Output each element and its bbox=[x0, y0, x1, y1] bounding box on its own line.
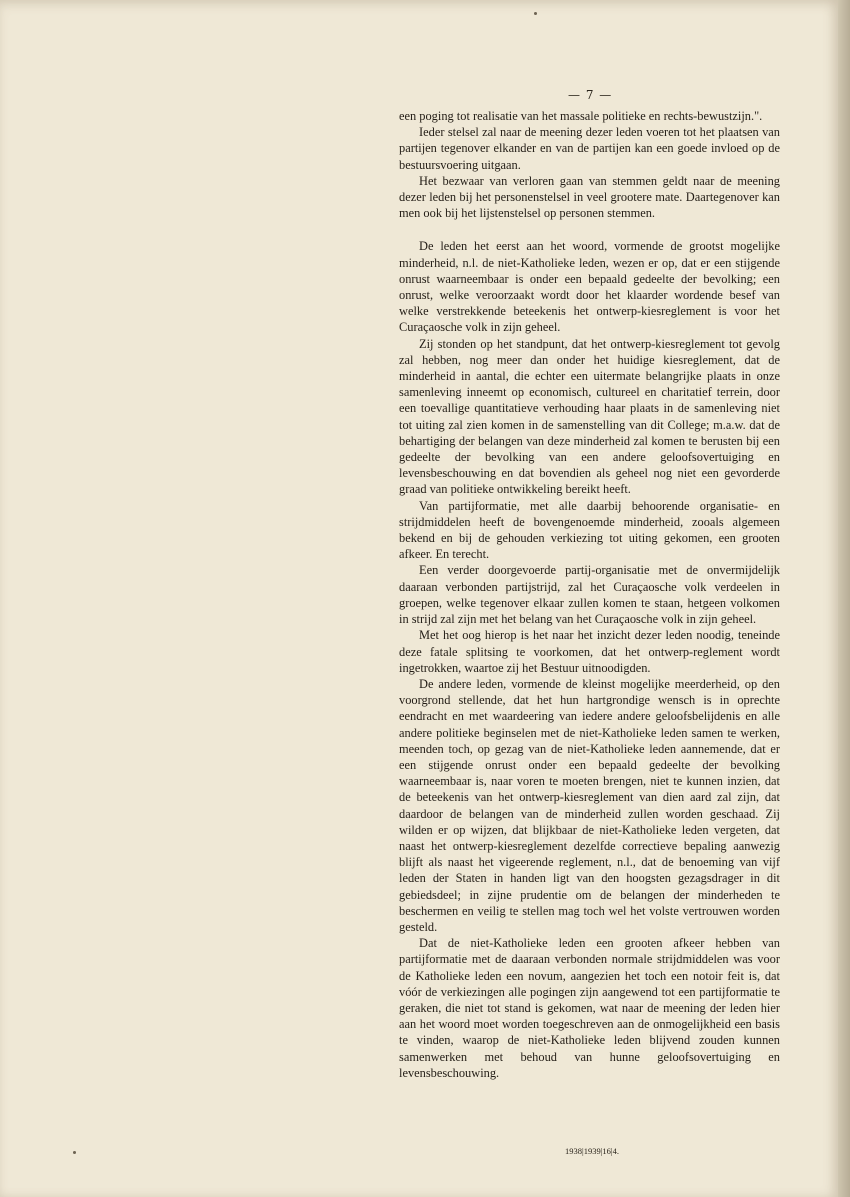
paper-speck bbox=[534, 12, 537, 15]
paragraph: Ieder stelsel zal naar de meening dezer leden voeren tot het plaatsen van partijen tegenover elkander en van de partijen kan een goede invloed op de bestuursvoering uitgaan. bbox=[399, 125, 780, 172]
paragraph: Een verder doorgevoerde partij-organisatie met de onvermijdelijk daaraan verbonden partijstrijd, zal het Curaçaosche volk verdeelen in groepen, welke tegenover elkaar zullen komen te staan, hetgeen volkomen in strijd zal zijn met het belang van het Curaçaosche volk in zijn geheel. bbox=[399, 563, 780, 627]
document-code: 1938|1939|16|4. bbox=[565, 1146, 619, 1156]
paragraph: Dat de niet-Katholieke leden een grooten afkeer hebben van partijformatie met de daaraan verbonden normale strijdmiddelen was voor de Katholieke leden een novum, aangezien het toch een notoir feit is, dat vóór de verkiezingen alle pogingen zijn aangewend tot een partijformatie te geraken, die niet tot stand is gekomen, wat naar de meening der leden hier aan het woord moet worden toegeschreven aan de onmogelijkheid een basis te vinden, waarop de niet-Katholieke leden blijvend zouden kunnen samenwerken met behoud van hunne geloofsovertuiging en levensbeschouwing. bbox=[399, 936, 780, 1080]
paper-edge bbox=[838, 0, 850, 1197]
page-number: — 7 — bbox=[568, 88, 613, 102]
paragraph: Van partijformatie, met alle daarbij behoorende organisatie- en strijdmiddelen heeft de bovengenoemde minderheid, zooals algemeen bekend en bij de gehouden verkiezing tot uiting gekomen, een grooten afkeer. En terecht. bbox=[399, 498, 780, 562]
paper-speck bbox=[73, 1151, 76, 1154]
body-text bbox=[399, 108, 780, 1081]
paragraph: Zij stonden op het standpunt, dat het ontwerp-kiesreglement tot gevolg zal hebben, nog meer dan onder het huidige kiesreglement, dat de minderheid in aantal, die echter een uitermate belangrijke plaats in onze samenleving inneemt op economisch, cultureel en charitatief terrein, door een toevallige quantitatieve verhouding haar plaats in de samenleving niet tot uiting zal zien komen in de samenstelling van dit College; m.a.w. dat de behartiging der belangen van deze minderheid zal komen te berusten bij een gedeelte der bevolking van een andere geloofsovertuiging en levensbeschouwing en dat bovendien als geheel nog niet een gevorderde graad van politieke ontwikkeling bereikt heeft. bbox=[399, 336, 780, 497]
paragraph: Met het oog hierop is het naar het inzicht dezer leden noodig, teneinde deze fatale splitsing te voorkomen, dat het ontwerp-reglement wordt ingetrokken, waartoe zij het Bestuur uitnoodigden. bbox=[399, 628, 780, 675]
paragraph: Het bezwaar van verloren gaan van stemmen geldt naar de meening dezer leden bij het personenstelsel in veel grootere mate. Daartegenover kan men ook bij het lijstenstelsel op personen stemmen. bbox=[399, 173, 780, 221]
paragraph: De andere leden, vormende de kleinst mogelijke meerderheid, op den voorgrond stellende, dat het hun hartgrondige wensch is in oprechte eendracht en met waardeering van iedere andere geloofsbelijdenis en alle andere politieke beginselen met de niet-Katholieke leden samen te werken, meenden toch, op gezag van de niet-Katholieke leden aannemende, dat er een stijgende onrust onder een bepaald gedeelte der bevolking waarneembaar is, naar voren te moeten brengen, niet te kunnen inzien, dat de beteekenis van het ontwerp-kiesreglement van dien aard zal zijn, dat daardoor de belangen van de minderheid zullen worden geschaad. Zij wilden er op wijzen, dat blijkbaar de niet-Katholieke leden vergeten, dat naast het ontwerp-kiesreglement dezelfde correctieve bepaling aanwezig blijft als naast het vigeerende reglement, n.l., dat de benoeming van vijf leden der Staten in handen ligt van den hoogsten gezagsdrager in dit gebiedsdeel; in zijne prudentie om de belangen der minderheden te beschermen en veilig te stellen mag toch wel het volste vertrouwen worden gesteld. bbox=[399, 676, 780, 934]
paragraph: een poging tot realisatie van het massale politieke en rechts-bewustzijn.". bbox=[399, 109, 763, 123]
paragraph: De leden het eerst aan het woord, vormende de grootst mogelijke minderheid, n.l. de niet-Katholieke leden, wezen er op, dat er een stijgende onrust waarneembaar is onder een bepaald gedeelte der bevolking; een onrust, welke veroorzaakt wordt door het klaarder wordende besef van welke verstrekkende beteekenis het ontwerp-kiesreglement is voor het Curaçaosche volk in zijn geheel. bbox=[399, 239, 780, 335]
